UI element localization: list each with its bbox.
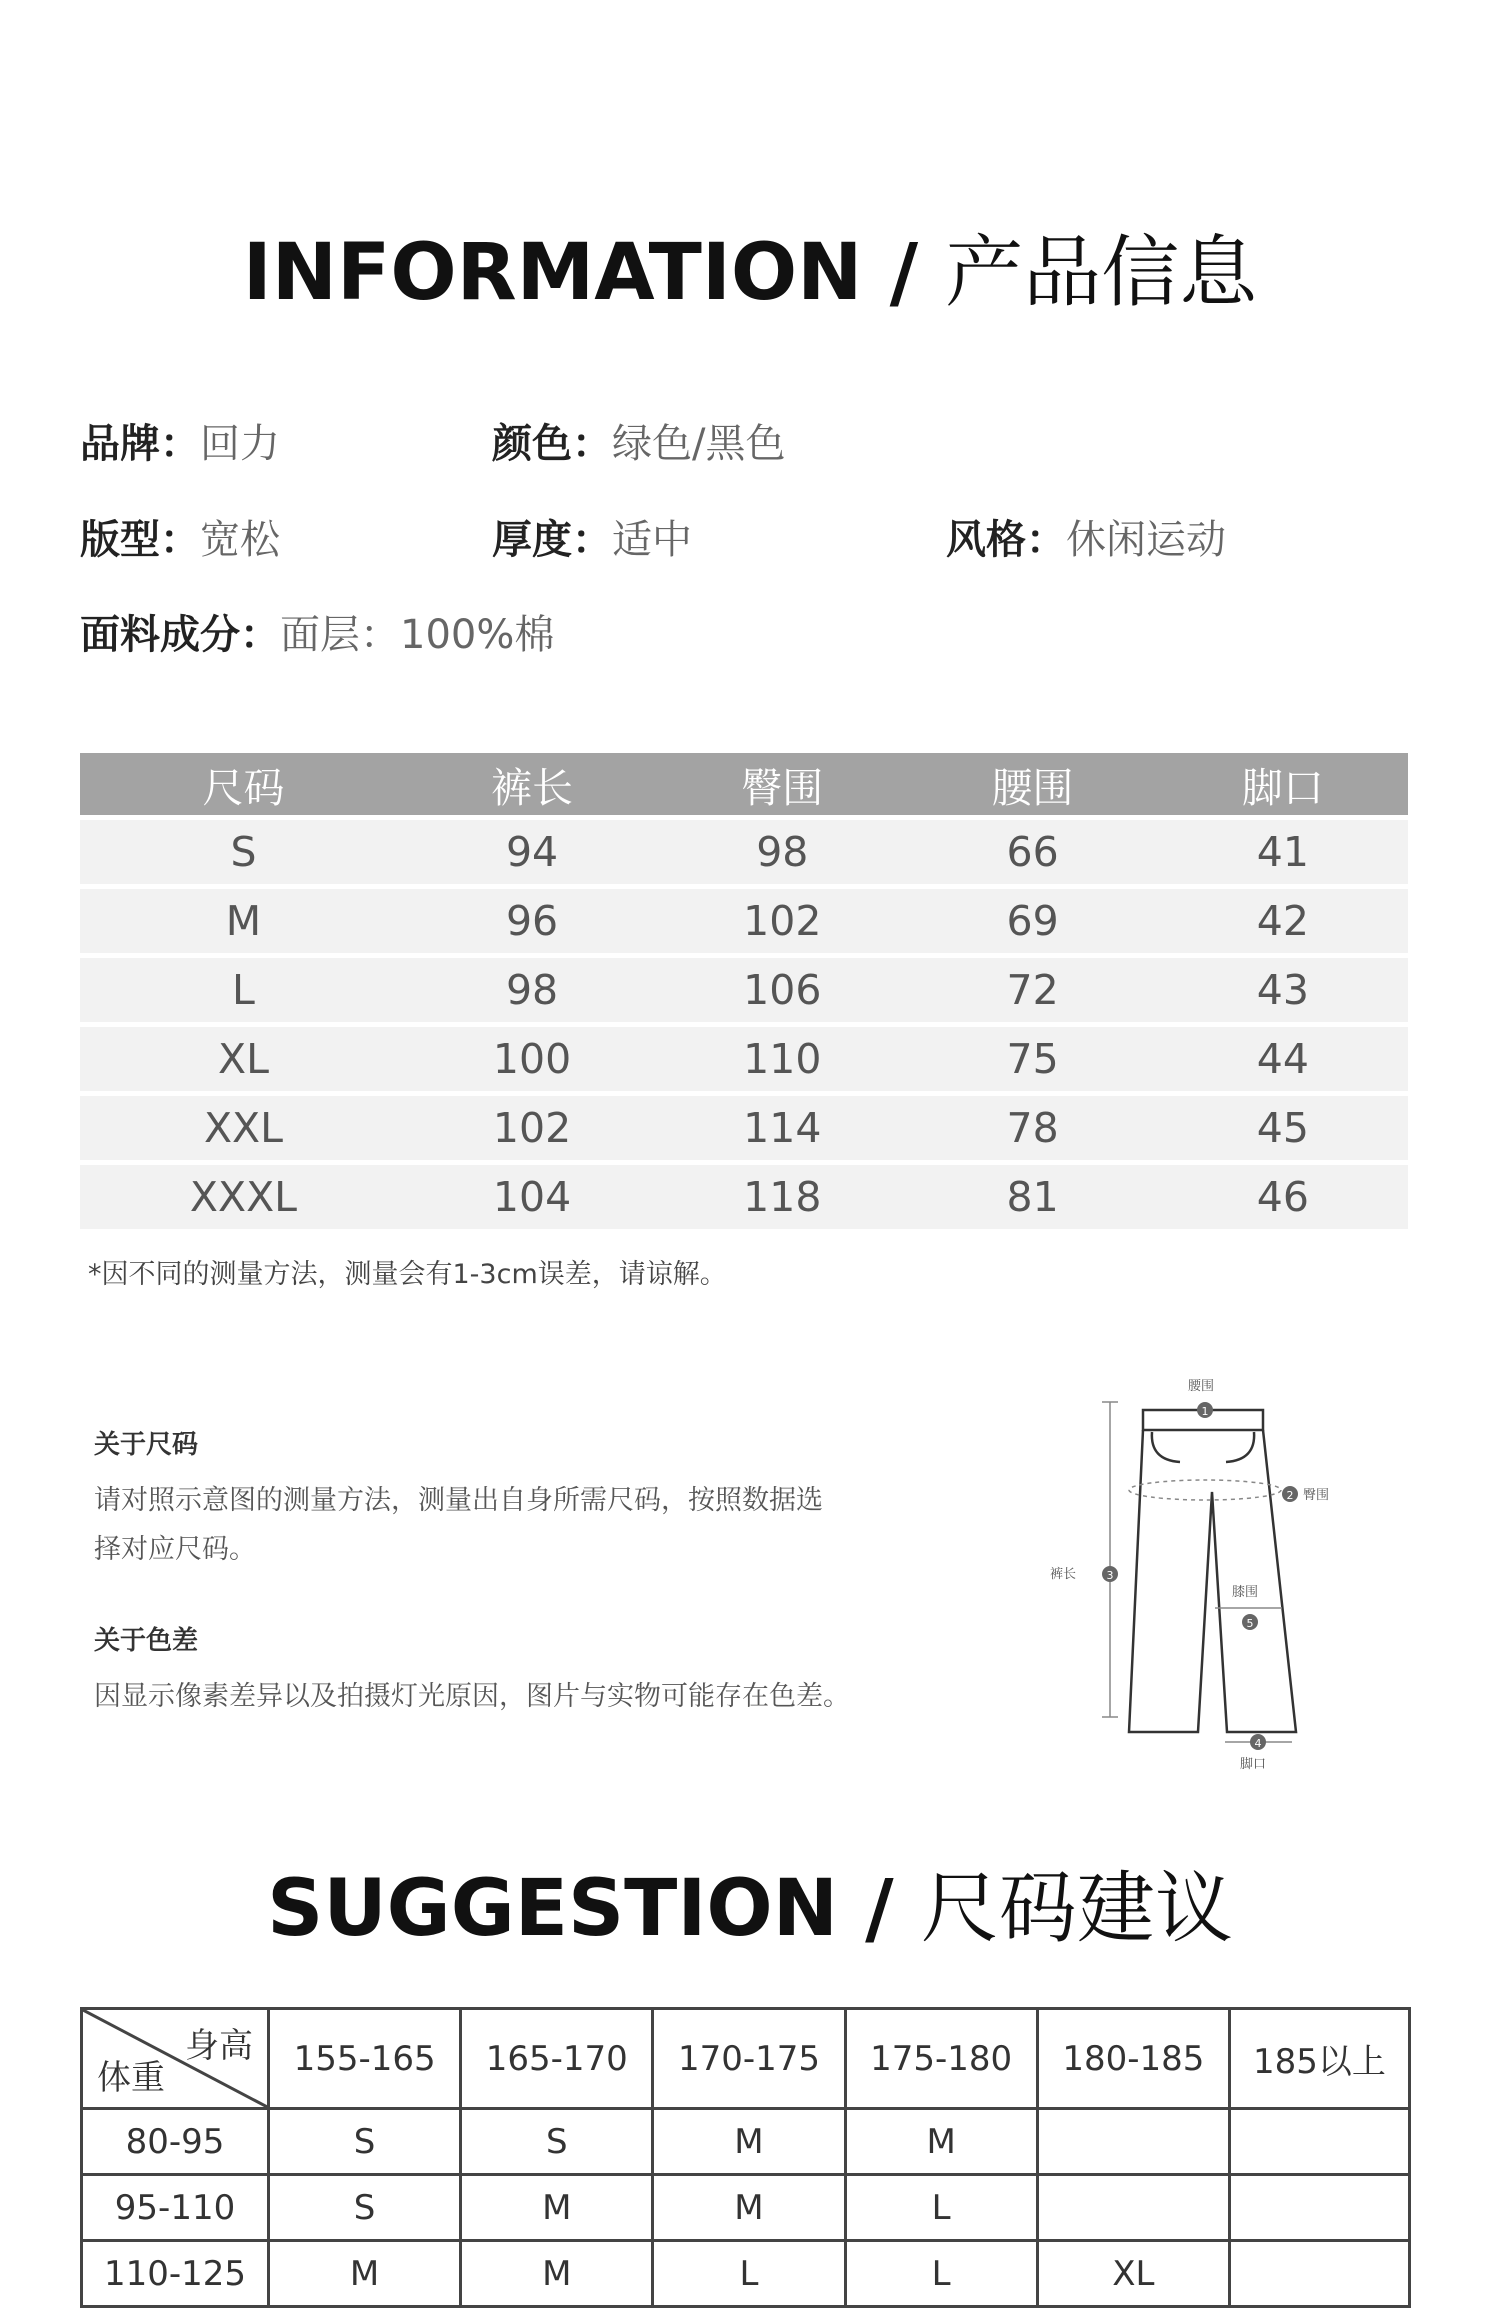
table-cell: 100	[407, 1027, 657, 1091]
size-cell: S	[461, 2109, 653, 2175]
table-cell: 106	[657, 958, 907, 1022]
size-cell	[1229, 2109, 1409, 2175]
table-cell: 81	[907, 1165, 1157, 1229]
suggestion-title	[0, 1846, 1500, 1958]
size-cell: M	[653, 2175, 845, 2241]
table-cell: 42	[1158, 889, 1408, 953]
header-hip: 臀围	[657, 753, 907, 815]
measurement-note: *因不同的测量方法，测量会有1-3cm误差，请谅解。	[88, 1259, 727, 1290]
hem-marker-number: 4	[1254, 1737, 1262, 1750]
style-label: 风格：	[946, 517, 1066, 563]
about-size-title: 关于尺码	[94, 1430, 199, 1460]
weight-axis-label: 体重	[97, 2058, 165, 2098]
table-cell: 118	[657, 1165, 907, 1229]
hip-diagram-label: 臀围	[1303, 1488, 1330, 1503]
size-cell	[1229, 2175, 1409, 2241]
hip-line	[1129, 1480, 1281, 1500]
table-cell: 66	[907, 820, 1157, 884]
brand-value: 回力	[200, 421, 280, 467]
table-row	[82, 2175, 1410, 2241]
about-color-title: 关于色差	[94, 1626, 199, 1656]
size-cell: S	[269, 2175, 461, 2241]
table-cell: 96	[407, 889, 657, 953]
size-table-header	[80, 753, 1408, 815]
header-hem: 脚口	[1158, 753, 1408, 815]
size-cell: S	[269, 2109, 461, 2175]
table-cell: 43	[1158, 958, 1408, 1022]
table-row	[80, 820, 1408, 884]
length-marker-number: 3	[1106, 1569, 1114, 1582]
suggestion-title-en: SUGGESTION	[267, 1864, 838, 1954]
table-cell: 98	[407, 958, 657, 1022]
title-separator: /	[862, 228, 946, 318]
weight-cell: 80-95	[82, 2109, 269, 2175]
table-cell: 110	[657, 1027, 907, 1091]
size-cell: M	[269, 2241, 461, 2307]
table-cell: 98	[657, 820, 907, 884]
height-axis-label: 身高	[185, 2026, 253, 2066]
information-title-en: INFORMATION	[242, 228, 863, 318]
suggestion-title-cn: 尺码建议	[920, 1864, 1233, 1954]
color-label: 颜色：	[492, 421, 612, 467]
hip-marker-number: 2	[1286, 1489, 1294, 1502]
table-cell: 78	[907, 1096, 1157, 1160]
brand-label: 品牌：	[80, 421, 200, 467]
style-value: 休闲运动	[1066, 517, 1226, 563]
table-row	[80, 889, 1408, 953]
pants-measurement-diagram	[1040, 1372, 1360, 1784]
about-color-text: 因显示像素差异以及拍摄灯光原因，图片与实物可能存在色差。	[94, 1681, 850, 1712]
title-separator: /	[838, 1864, 921, 1954]
size-cell: M	[461, 2175, 653, 2241]
thickness-label: 厚度：	[492, 517, 612, 563]
header-length: 裤长	[407, 753, 657, 815]
brand-info	[80, 412, 280, 469]
table-row	[82, 2241, 1410, 2307]
height-header: 185以上	[1229, 2009, 1409, 2109]
table-cell: 104	[407, 1165, 657, 1229]
suggestion-header-row	[82, 2009, 1410, 2109]
table-cell: XL	[80, 1027, 407, 1091]
height-header: 170-175	[653, 2009, 845, 2109]
table-row	[80, 1165, 1408, 1229]
size-cell: M	[845, 2109, 1037, 2175]
size-cell: L	[653, 2241, 845, 2307]
table-cell: 72	[907, 958, 1157, 1022]
table-row	[80, 958, 1408, 1022]
header-waist: 腰围	[907, 753, 1157, 815]
color-info	[492, 412, 785, 469]
waist-marker-number: 1	[1201, 1405, 1209, 1418]
size-suggestion-table	[80, 2007, 1411, 2308]
about-size-text	[94, 1476, 914, 1574]
length-diagram-label: 裤长	[1050, 1567, 1077, 1582]
table-cell: S	[80, 820, 407, 884]
information-title-cn: 产品信息	[945, 228, 1258, 318]
table-cell: 114	[657, 1096, 907, 1160]
fabric-label: 面料成分：	[80, 612, 280, 658]
size-cell	[1229, 2241, 1409, 2307]
height-header: 165-170	[461, 2009, 653, 2109]
size-cell	[1037, 2109, 1229, 2175]
table-cell: 94	[407, 820, 657, 884]
fit-label: 版型：	[80, 517, 200, 563]
size-cell: L	[845, 2241, 1037, 2307]
information-title	[0, 210, 1500, 322]
height-header: 155-165	[269, 2009, 461, 2109]
size-cell: XL	[1037, 2241, 1229, 2307]
size-chart-table	[80, 748, 1408, 1234]
header-size: 尺码	[80, 753, 407, 815]
height-header: 175-180	[845, 2009, 1037, 2109]
fit-value: 宽松	[200, 517, 280, 563]
color-value: 绿色/黑色	[612, 421, 786, 467]
table-cell: XXL	[80, 1096, 407, 1160]
fabric-value: 面层：100%棉	[280, 612, 555, 658]
hem-diagram-label: 脚口	[1240, 1757, 1267, 1772]
about-size-line: 请对照示意图的测量方法，测量出自身所需尺码，按照数据选	[94, 1485, 823, 1516]
table-cell: 75	[907, 1027, 1157, 1091]
size-cell: M	[461, 2241, 653, 2307]
table-cell: 44	[1158, 1027, 1408, 1091]
table-cell: 41	[1158, 820, 1408, 884]
pants-outline	[1129, 1430, 1296, 1732]
table-cell: XXXL	[80, 1165, 407, 1229]
table-cell: 102	[407, 1096, 657, 1160]
fit-info	[80, 508, 280, 565]
about-size-line: 择对应尺码。	[94, 1534, 256, 1565]
waist-diagram-label: 腰围	[1188, 1379, 1215, 1394]
size-cell: L	[845, 2175, 1037, 2241]
size-cell: M	[653, 2109, 845, 2175]
knee-diagram-label: 膝围	[1232, 1585, 1259, 1600]
thickness-value: 适中	[612, 517, 692, 563]
table-cell: 46	[1158, 1165, 1408, 1229]
right-pocket	[1226, 1432, 1254, 1462]
style-info	[946, 508, 1226, 565]
corner-cell	[82, 2009, 269, 2109]
table-row	[80, 1096, 1408, 1160]
table-cell: L	[80, 958, 407, 1022]
table-cell: 69	[907, 889, 1157, 953]
thickness-info	[492, 508, 692, 565]
table-row	[80, 1027, 1408, 1091]
knee-marker-number: 5	[1246, 1617, 1254, 1630]
size-cell	[1037, 2175, 1229, 2241]
table-cell: 45	[1158, 1096, 1408, 1160]
table-cell: 102	[657, 889, 907, 953]
table-row	[82, 2109, 1410, 2175]
table-cell: M	[80, 889, 407, 953]
left-pocket	[1152, 1432, 1180, 1462]
weight-cell: 110-125	[82, 2241, 269, 2307]
height-header: 180-185	[1037, 2009, 1229, 2109]
weight-cell: 95-110	[82, 2175, 269, 2241]
fabric-info	[80, 603, 554, 660]
